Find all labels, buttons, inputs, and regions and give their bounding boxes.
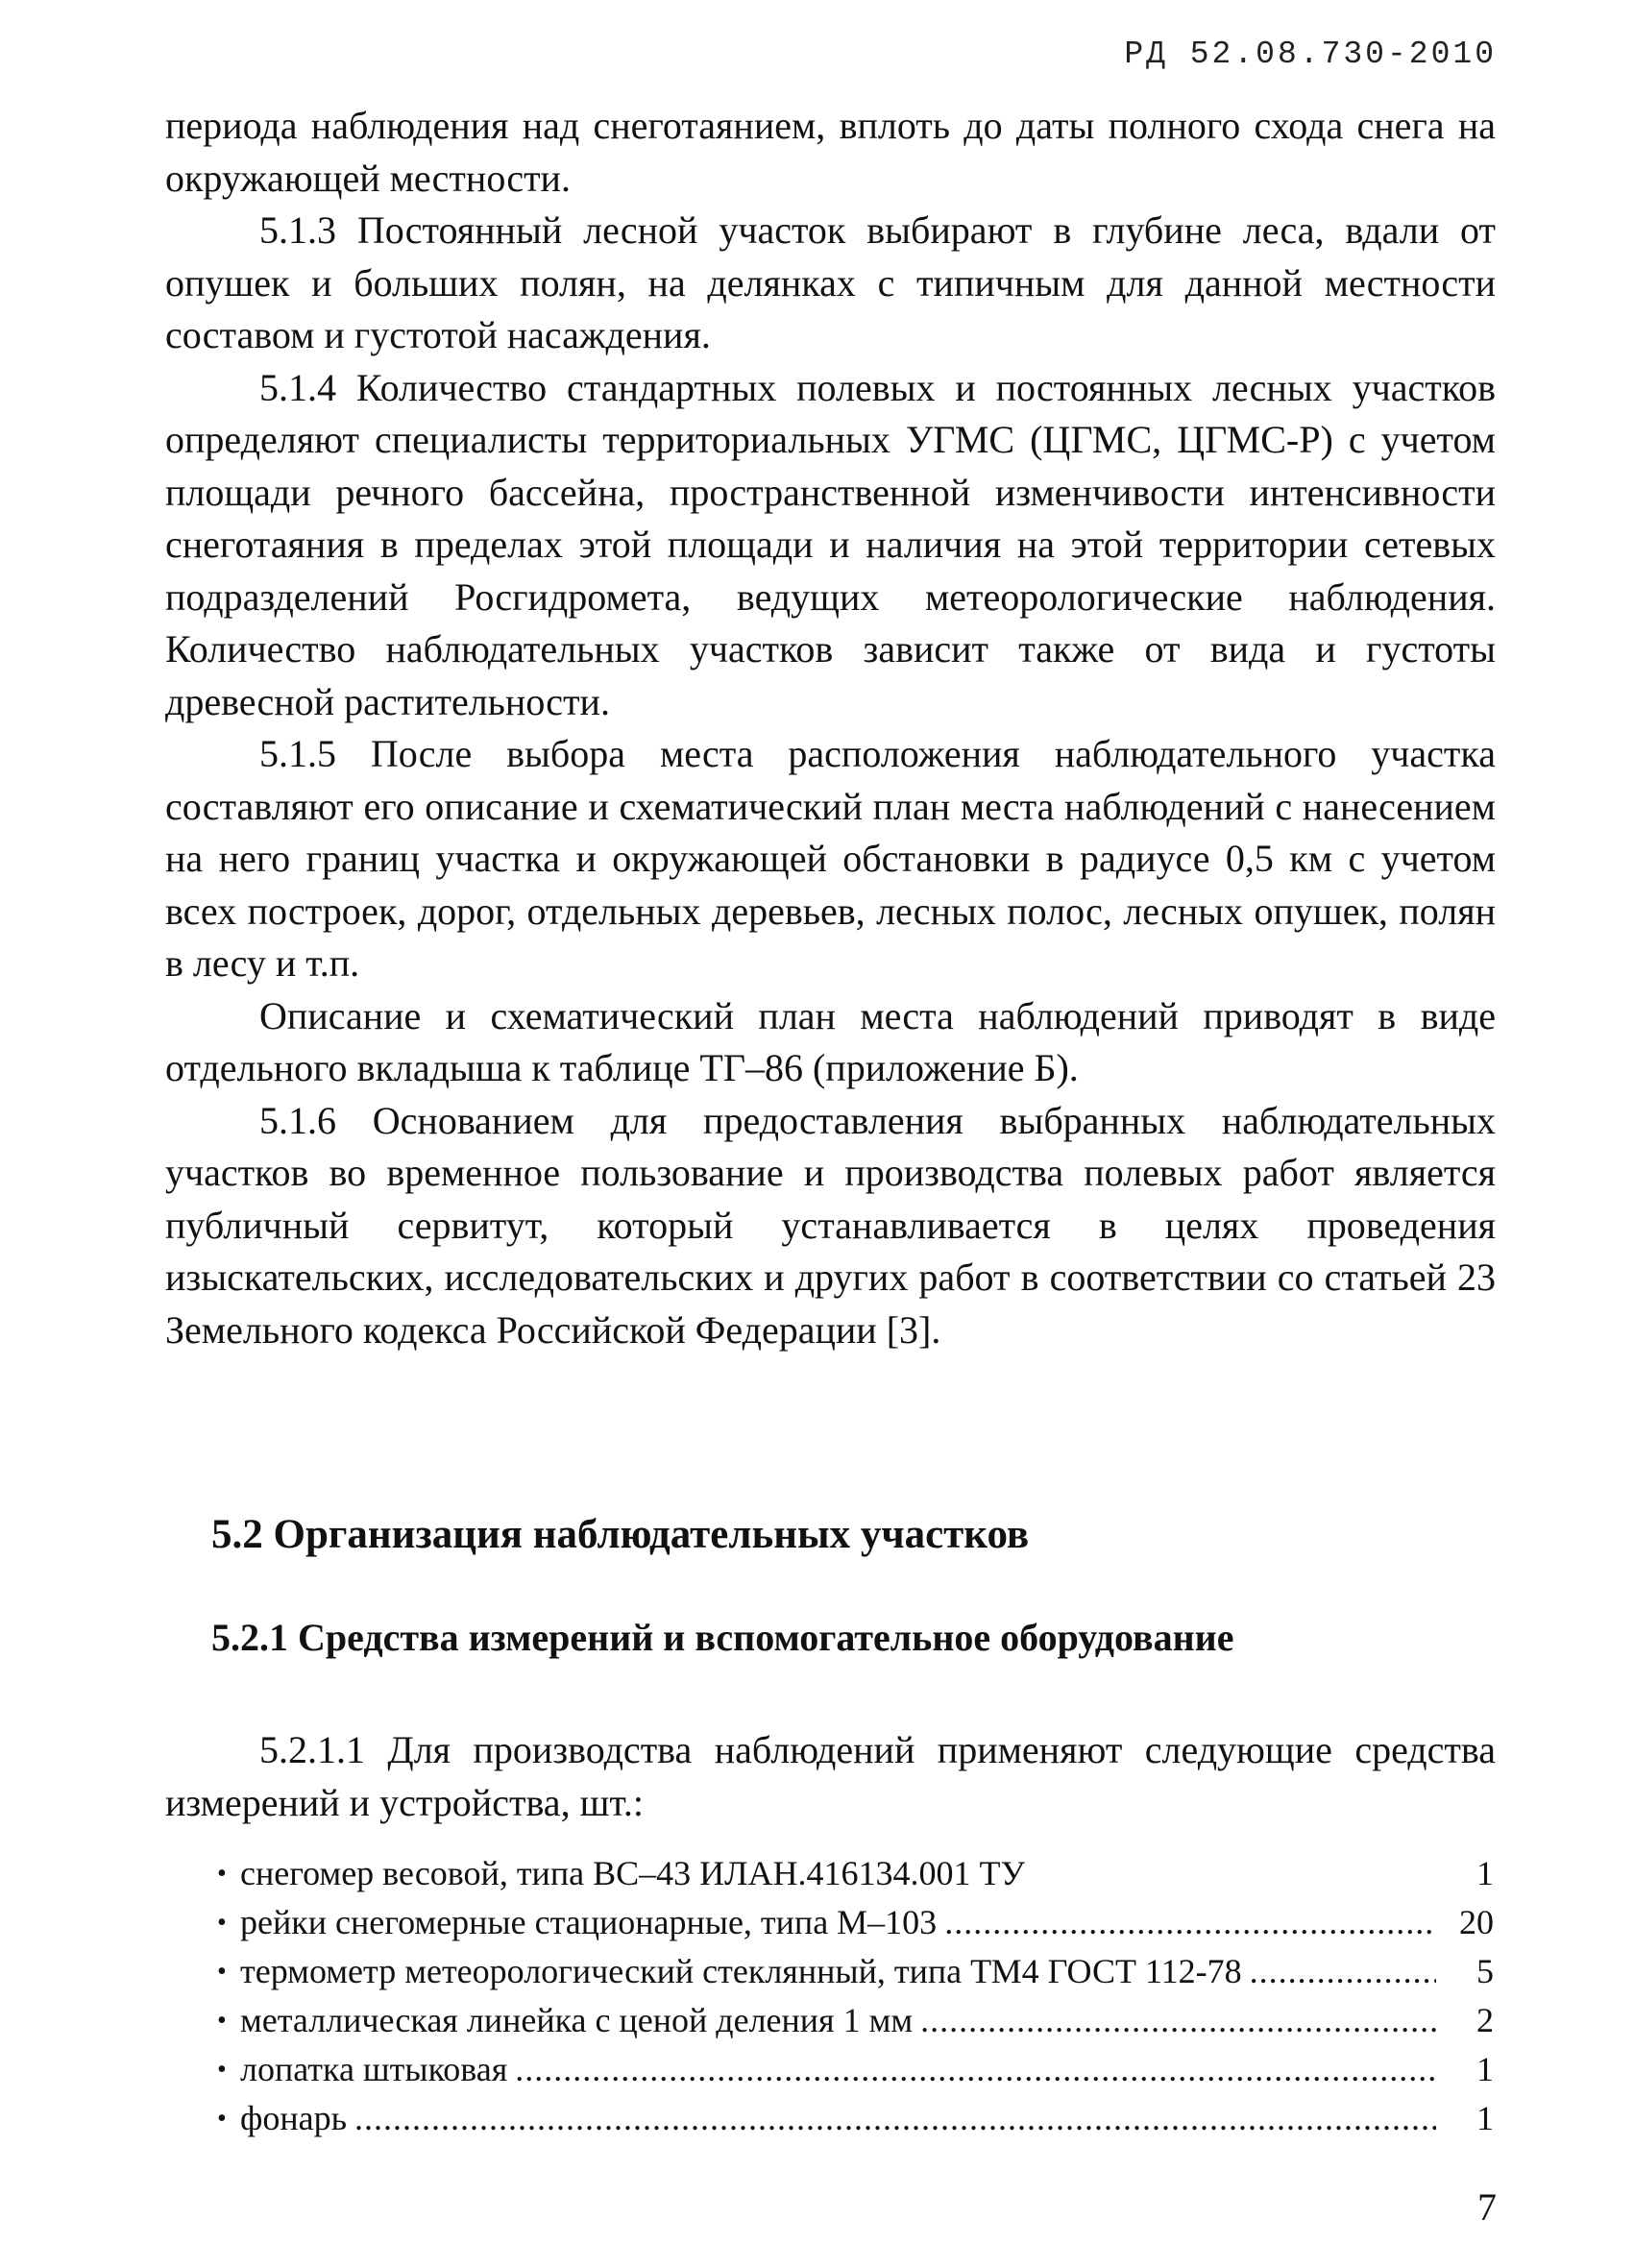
equipment-list bbox=[240, 1849, 1494, 2143]
document-code: РД 52.08.730-2010 bbox=[1124, 37, 1497, 72]
leader-dots bbox=[515, 2045, 1436, 2094]
paragraph-5-1-5: 5.1.5 После выбора места расположения наблюдательного участка составляют его описание и схематический план места наблюдений с нанесением на него границ участка и окружающей обстановки в радиусе 0,5 км с учетом всех построек, дорог, отдельных деревьев, лесных полос, лесных опушек, полян в лесу и т.п. bbox=[165, 732, 1496, 985]
leader-dots bbox=[920, 1996, 1436, 2045]
leader-dots bbox=[1250, 1947, 1436, 1996]
page-number: 7 bbox=[1477, 2185, 1497, 2229]
leader-dots bbox=[354, 2094, 1436, 2143]
item-quantity: 2 bbox=[1476, 2001, 1494, 2039]
paragraph-5-1-3: 5.1.3 Постоянный лесной участок выбирают в глубине леса, вдали от опушек и больших полян, на делянках с типичным для данной местности составом и густотой насаждения. bbox=[165, 208, 1496, 356]
list-item bbox=[240, 1996, 1494, 2045]
list-item bbox=[240, 1947, 1494, 1996]
list-item bbox=[240, 1898, 1494, 1947]
list-item bbox=[240, 2045, 1494, 2094]
item-name: • термометр метеорологический стеклянный, типа ТМ4 ГОСТ 112-78 bbox=[240, 1952, 1242, 1990]
paragraph-5-1-6: 5.1.6 Основанием для предоставления выбранных наблюдательных участков во временное пользование и производства полевых работ является публичный сервитут, который устанавливается в целях проведения изыскательских, исследовательских и других работ в соответствии со статьей 23 Земельного кодекса Российской Федерации [3]. bbox=[165, 1098, 1496, 1352]
list-item bbox=[240, 2094, 1494, 2143]
item-quantity: 20 bbox=[1459, 1903, 1494, 1941]
paragraph-5-2-1-1: 5.2.1.1 Для производства наблюдений применяют следующие средства измерений и устройства, шт.: bbox=[165, 1728, 1496, 1824]
item-name: • снегомер весовой, типа ВС–43 ИЛАН.416134.001 ТУ bbox=[240, 1854, 1025, 1892]
section-heading-5-2: 5.2 Организация наблюдательных участков bbox=[211, 1512, 1030, 1557]
item-name: • фонарь bbox=[240, 2099, 347, 2137]
item-name: • рейки снегомерные стационарные, типа М–103 bbox=[240, 1903, 938, 1941]
body-text-5-2-1-1 bbox=[165, 1724, 1496, 1829]
leader-dots bbox=[944, 1898, 1436, 1947]
item-quantity: 1 bbox=[1476, 2050, 1494, 2088]
paragraph-description-plan: Описание и схематический план места наблюдений приводят в виде отдельного вкладыша к таблице ТГ–86 (приложение Б). bbox=[165, 993, 1496, 1089]
item-quantity: 1 bbox=[1476, 2099, 1494, 2137]
item-quantity: 1 bbox=[1476, 1854, 1494, 1892]
item-name: • лопатка штыковая bbox=[240, 2050, 508, 2088]
body-text-top bbox=[165, 100, 1496, 1356]
paragraph-continuation: периода наблюдения над снеготаянием, вплоть до даты полного схода снега на окружающей местности. bbox=[165, 104, 1496, 200]
paragraph-5-1-4: 5.1.4 Количество стандартных полевых и постоянных лесных участков определяют специалисты территориальных УГМС (ЦГМС, ЦГМС-Р) с учетом площади речного бассейна, пространственной изменчивости интенсивности снеготаяния в пределах этой площади и наличия на этой территории сетевых подразделений Росгидромета, ведущих метеорологические наблюдения. Количество наблюдательных участков зависит также от вида и густоты древесной растительности. bbox=[165, 365, 1496, 723]
subsection-heading-5-2-1: 5.2.1 Средства измерений и вспомогательное оборудование bbox=[211, 1616, 1234, 1659]
list-item bbox=[240, 1849, 1494, 1898]
item-quantity: 5 bbox=[1476, 1952, 1494, 1990]
item-name: • металлическая линейка с ценой деления 1 мм bbox=[240, 2001, 914, 2039]
